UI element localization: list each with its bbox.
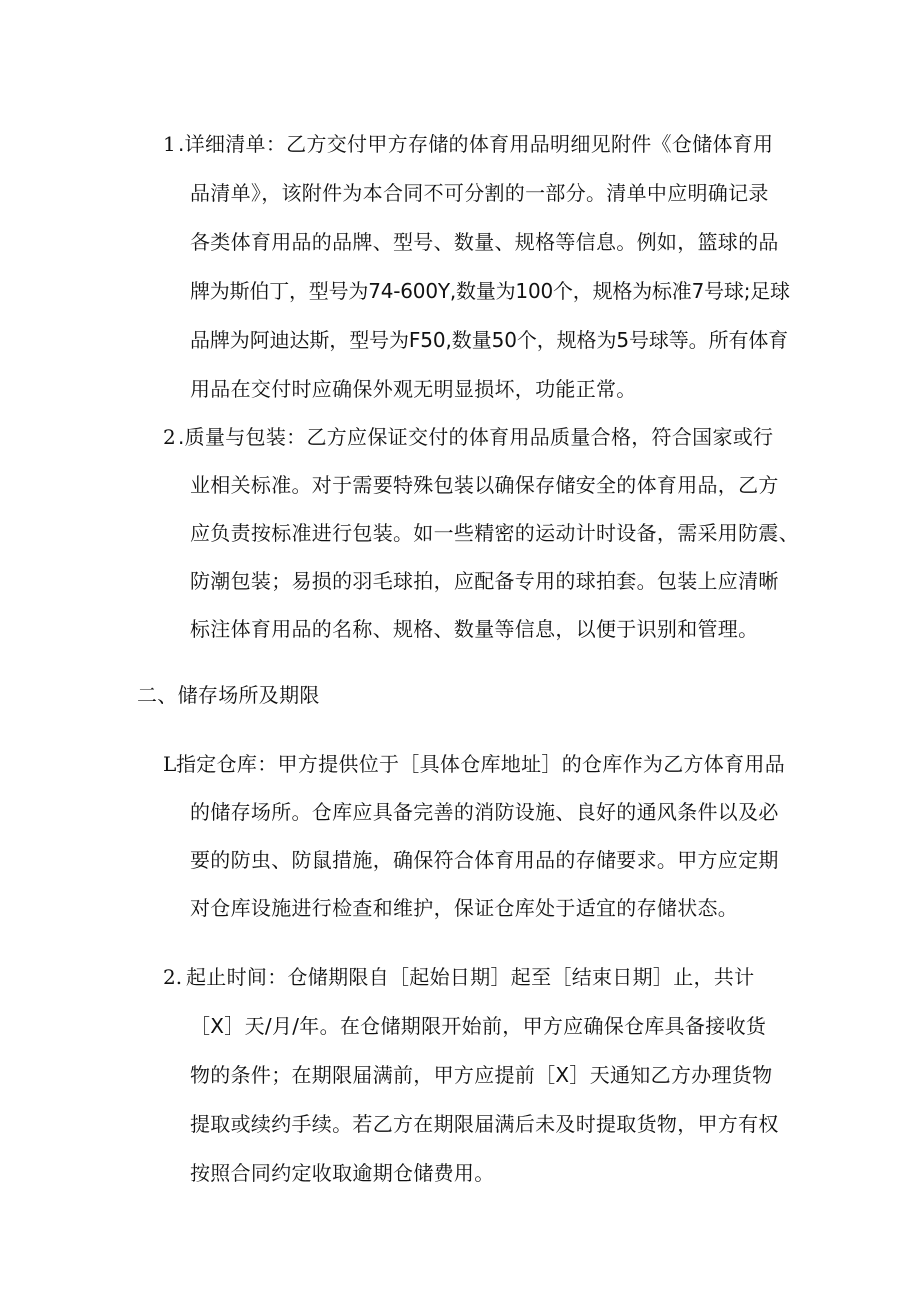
paragraph-line: 要的防虫、防鼠措施，确保符合体育用品的存储要求。甲方应定期 <box>190 848 779 872</box>
paragraph-line: .质量与包装：乙方应保证交付的体育用品质量合格，符合国家或行 <box>178 425 774 449</box>
list-item-number: 1 <box>163 132 176 156</box>
paragraph-line: 按照合同约定收取逾期仓储费用。 <box>190 1161 495 1185</box>
paragraph-line: 用品在交付时应确保外观无明显损坏，功能正常。 <box>190 377 637 401</box>
paragraph-line: 品清单》，该附件为本合同不可分割的一部分。清单中应明确记录 <box>190 181 769 205</box>
paragraph-line: 各类体育用品的品牌、型号、数量、规格等信息。例如，篮球的品 <box>190 230 779 254</box>
paragraph-line: 对仓库设施进行检查和维护，保证仓库处于适宜的存储状态。 <box>190 896 739 920</box>
paragraph-line: 标注体育用品的名称、规格、数量等信息，以便于识别和管理。 <box>190 617 759 641</box>
section-heading: 二、储存场所及期限 <box>137 683 320 707</box>
paragraph-line: 的储存场所。仓库应具备完善的消防设施、良好的通风条件以及必 <box>190 800 779 824</box>
paragraph-line: ［X］天/月/年。在仓储期限开始前，甲方应确保仓库具备接收货 <box>190 1014 767 1038</box>
paragraph-line: 指定仓库：甲方提供位于［具体仓库地址］的仓库作为乙方体育用品 <box>176 752 785 776</box>
paragraph-line: 应负责按标准进行包装。如一些精密的运动计时设备，需采用防震、 <box>190 521 799 545</box>
paragraph-line: 业相关标准。对于需要特殊包装以确保存储安全的体育用品，乙方 <box>190 473 779 497</box>
paragraph-line: 品牌为阿迪达斯，型号为F50,数量50个，规格为5号球等。所有体育 <box>190 328 789 352</box>
paragraph-line: 起止时间：仓储期限自［起始日期］起至［结束日期］止，共计 <box>186 965 755 989</box>
paragraph-line: 提取或续约手续。若乙方在期限届满后未及时提取货物，甲方有权 <box>190 1112 779 1136</box>
list-item-number: 2. <box>163 965 183 989</box>
paragraph-line: 防潮包装；易损的羽毛球拍，应配备专用的球拍套。包装上应清晰 <box>190 569 779 593</box>
list-item-number: L <box>163 752 177 776</box>
paragraph-line: .详细清单：乙方交付甲方存储的体育用品明细见附件《仓储体育用 <box>178 132 774 156</box>
list-item-number: 2 <box>163 425 176 449</box>
paragraph-line: 牌为斯伯丁，型号为74-600Y,数量为100个，规格为标准7号球;足球 <box>190 279 790 303</box>
paragraph-line: 物的条件；在期限届满前，甲方应提前［X］天通知乙方办理货物 <box>190 1063 773 1087</box>
